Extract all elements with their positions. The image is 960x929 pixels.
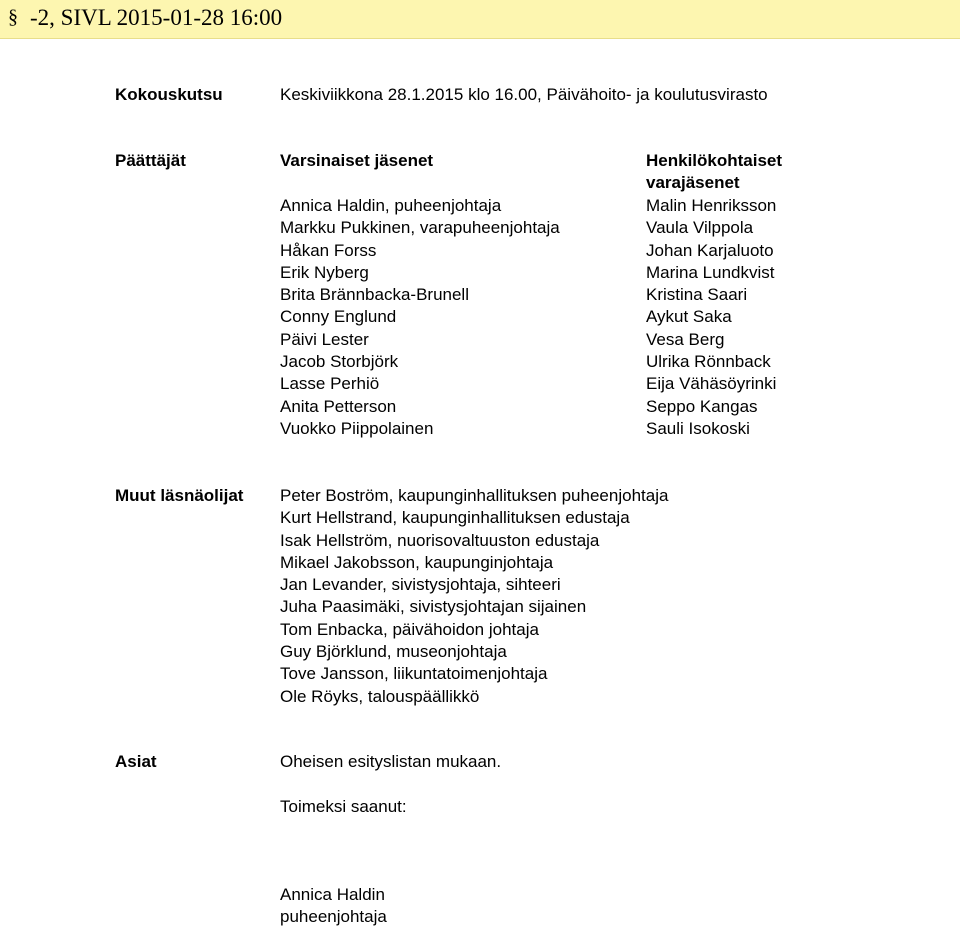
attendee-item: Ole Röyks, talouspäällikkö: [280, 686, 480, 706]
member-item: Håkan Forss: [280, 240, 377, 260]
deputies-heading-line2: varajäsenet: [646, 173, 740, 192]
member-item: Conny Englund: [280, 307, 397, 327]
meeting-value: Keskiviikkona 28.1.2015 klo 16.00, Päivähoito- ja koulutusvirasto: [280, 85, 768, 104]
signature-title: puheenjohtaja: [280, 907, 387, 926]
member-item: Vuokko Piippolainen: [280, 418, 434, 438]
document-header-title: -2, SIVL 2015-01-28 16:00: [30, 5, 283, 30]
member-item: Lasse Perhiö: [280, 374, 380, 394]
attendee-item: Tove Jansson, liikuntatoimenjohtaja: [280, 664, 548, 684]
member-item: Anita Petterson: [280, 396, 397, 416]
attendee-item: Mikael Jakobsson, kaupunginjohtaja: [280, 552, 554, 572]
others-list: [280, 485, 668, 708]
deputy-item: Kristina Saari: [646, 285, 748, 305]
attendee-item: Peter Boström, kaupunginhallituksen puheenjohtaja: [280, 486, 669, 505]
members-list: [280, 195, 560, 440]
signature-name: Annica Haldin: [280, 885, 385, 904]
member-item: Markku Pukkinen, varapuheenjohtaja: [280, 218, 560, 238]
deciders-label: Päättäjät: [115, 151, 186, 170]
attendee-item: Guy Björklund, museonjohtaja: [280, 642, 507, 662]
members-heading: Varsinaiset jäsenet: [280, 151, 434, 170]
member-item: Erik Nyberg: [280, 262, 369, 282]
section-sign-icon: §: [8, 6, 18, 28]
member-item: Jacob Storbjörk: [280, 352, 399, 372]
deputy-item: Vaula Vilppola: [646, 218, 754, 238]
deputy-item: Johan Karjaluoto: [646, 240, 774, 260]
deputy-item: Marina Lundkvist: [646, 262, 775, 282]
deputy-item: Vesa Berg: [646, 329, 725, 349]
deputies-heading-line1: Henkilökohtaiset: [646, 151, 783, 170]
attendee-item: Juha Paasimäki, sivistysjohtajan sijainen: [280, 597, 587, 617]
member-item: Annica Haldin, puheenjohtaja: [280, 196, 502, 215]
attendee-item: Kurt Hellstrand, kaupunginhallituksen edustaja: [280, 508, 630, 528]
member-item: Päivi Lester: [280, 329, 369, 349]
deputy-item: Malin Henriksson: [646, 196, 777, 215]
meeting-label: Kokouskutsu: [115, 85, 223, 104]
deputy-item: Sauli Isokoski: [646, 418, 750, 438]
attendee-item: Jan Levander, sivistysjohtaja, sihteeri: [280, 575, 561, 595]
matters-label: Asiat: [115, 752, 157, 771]
others-label: Muut läsnäolijat: [115, 486, 244, 505]
deputies-list: [646, 195, 776, 440]
deputy-item: Eija Vähäsöyrinki: [646, 374, 777, 394]
signature-label: Toimeksi saanut:: [280, 797, 407, 816]
deputy-item: Ulrika Rönnback: [646, 352, 771, 372]
deputy-item: Aykut Saka: [646, 307, 732, 327]
member-item: Brita Brännbacka-Brunell: [280, 285, 469, 305]
attendee-item: Isak Hellström, nuorisovaltuuston edustaja: [280, 530, 600, 550]
matters-text: Oheisen esityslistan mukaan.: [280, 752, 502, 771]
attendee-item: Tom Enbacka, päivähoidon johtaja: [280, 619, 539, 639]
deputy-item: Seppo Kangas: [646, 396, 758, 416]
document-header-bar: [0, 0, 960, 39]
